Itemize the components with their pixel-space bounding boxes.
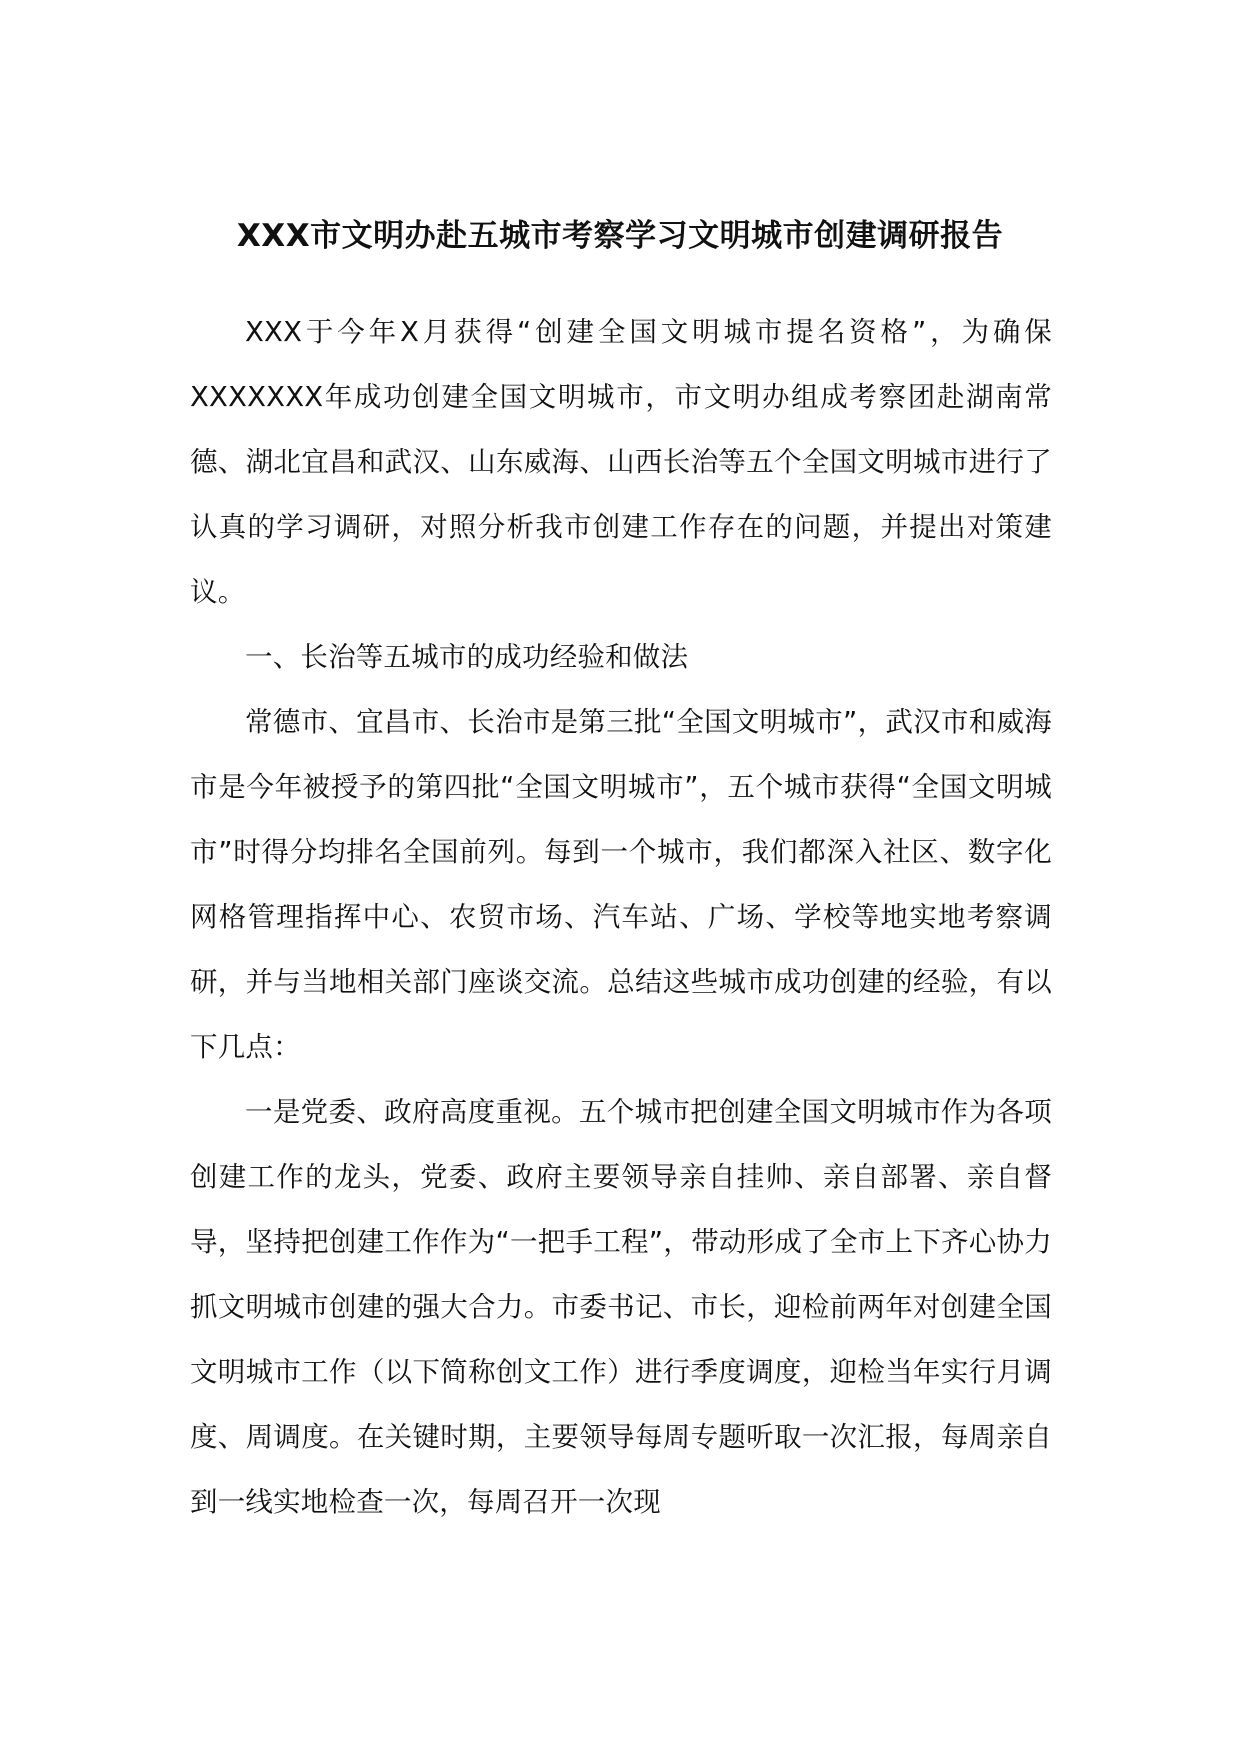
- document-title: XXX市文明办赴五城市考察学习文明城市创建调研报告: [236, 218, 1004, 254]
- paragraph-intro: XXX于今年X月获得“创建全国文明城市提名资格”，为确保XXXXXXX年成功创建全国文明城市，市文明办组成考察团赴湖南常德、湖北宜昌和武汉、山东威海、山西长治等五个全国文明城市进行了认真的学习调研，对照分析我市创建工作存在的问题，并提出对策建议。: [190, 316, 1052, 608]
- paragraph-overview: 常德市、宜昌市、长治市是第三批“全国文明城市”，武汉市和威海市是今年被授予的第四批“全国文明城市”，五个城市获得“全国文明城市”时得分均排名全国前列。每到一个城市，我们都深入社区、数字化网格管理指挥中心、农贸市场、汽车站、广场、学校等地实地考察调研，并与当地相关部门座谈交流。总结这些城市成功创建的经验，有以下几点：: [190, 706, 1052, 1063]
- document-body: [190, 300, 1052, 1535]
- section-heading-1: 一、长治等五城市的成功经验和做法: [245, 641, 689, 673]
- paragraph-point-1: 一是党委、政府高度重视。五个城市把创建全国文明城市作为各项创建工作的龙头，党委、政府主要领导亲自挂帅、亲自部署、亲自督导，坚持把创建工作作为“一把手工程”，带动形成了全市上下齐心协力抓文明城市创建的强大合力。市委书记、市长，迎检前两年对创建全国文明城市工作（以下简称创文工作）进行季度调度，迎检当年实行月调度、周调度。在关键时期，主要领导每周专题听取一次汇报，每周亲自到一线实地检查一次，每周召开一次现: [190, 1096, 1052, 1518]
